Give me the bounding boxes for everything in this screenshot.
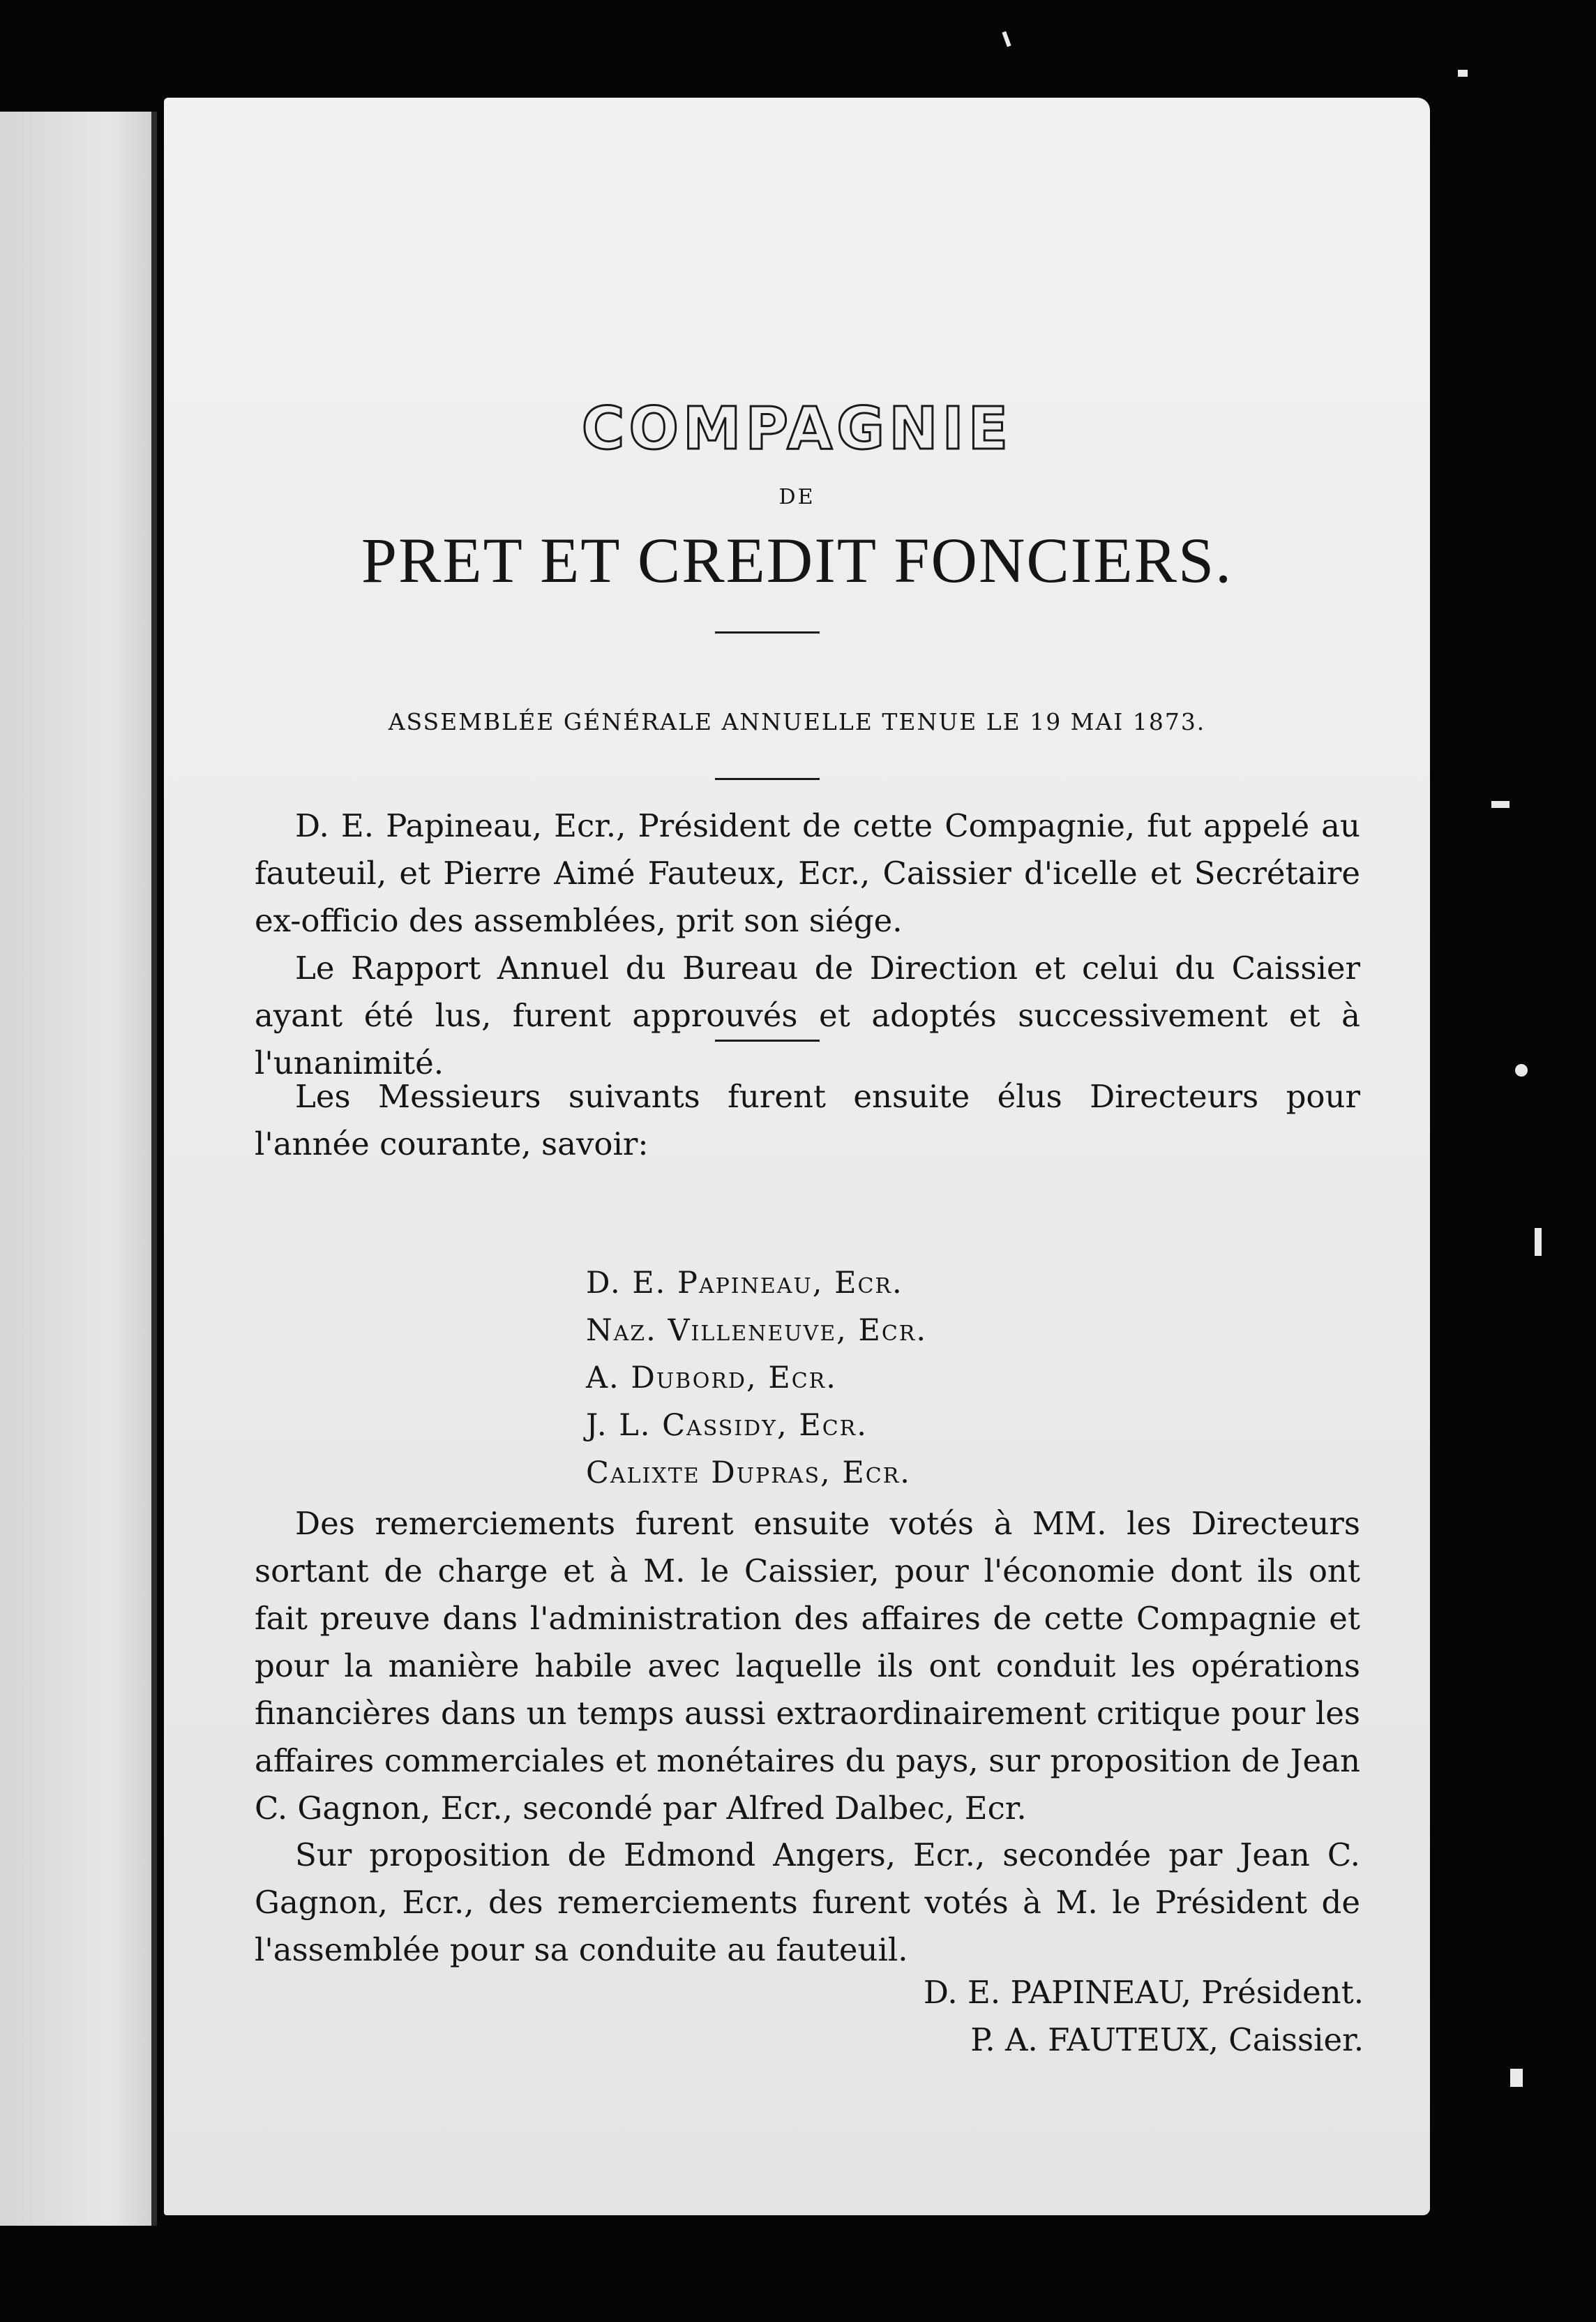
paragraph-election: Les Messieurs suivants furent ensuite élus Directeurs pour l'année courante, savoir: bbox=[255, 1078, 1360, 1162]
film-speck bbox=[1515, 1064, 1528, 1077]
company-name-heading: PRET ET CREDIT FONCIERS. bbox=[361, 525, 1233, 596]
film-speck bbox=[1491, 801, 1510, 808]
film-speck bbox=[1458, 70, 1468, 77]
meeting-heading: ASSEMBLÉE GÉNÉRALE ANNUELLE TENUE LE 19 MAI 1873. bbox=[388, 708, 1206, 735]
film-speck bbox=[1535, 1228, 1542, 1256]
divider bbox=[715, 631, 820, 634]
list-item: A. Dubord, Ecr. bbox=[586, 1361, 837, 1395]
signature-president: D. E. PAPINEAU, Président. bbox=[923, 1974, 1364, 2011]
adjacent-page-edge bbox=[0, 112, 157, 2226]
film-speck bbox=[1002, 31, 1011, 47]
company-heading: COMPAGNIE bbox=[581, 394, 1013, 463]
directors-list bbox=[586, 1259, 927, 1497]
paragraph-thanks-directors: Des remerciements furent ensuite votés à MM. les Directeurs sortant de charge et à M. le Caissier, pour l'économie dont ils ont fait preuve dans l'administration des affaires de cette Compagnie et pour la manière habile avec laquelle ils ont conduit les opérations financières dans un temps aussi extraordinairement critique pour les affaires commerciales et monétaires du pays, sur proposition de Jean C. Gagnon, Ecr., secondé par Alfred Dalbec, Ecr. bbox=[255, 1505, 1360, 1827]
film-speck bbox=[1510, 2069, 1523, 2087]
document-page bbox=[164, 98, 1430, 2215]
list-item: J. L. Cassidy, Ecr. bbox=[586, 1408, 868, 1443]
page-gutter-line bbox=[151, 112, 157, 2226]
divider bbox=[715, 1040, 820, 1042]
list-item: Naz. Villeneuve, Ecr. bbox=[586, 1313, 928, 1348]
list-item: D. E. Papineau, Ecr. bbox=[586, 1266, 903, 1301]
list-item: Calixte Dupras, Ecr. bbox=[586, 1455, 911, 1490]
paragraph-chair: D. E. Papineau, Ecr., Président de cette Compagnie, fut appelé au fauteuil, et Pierre Aimé Fauteux, Ecr., Caissier d'icelle et Secrétaire ex-officio des assemblées, prit son siége. bbox=[255, 807, 1360, 939]
paragraph-thanks-president: Sur proposition de Edmond Angers, Ecr., secondée par Jean C. Gagnon, Ecr., des remerciements furent votés à M. le Président de l'assemblée pour sa conduite au fauteuil. bbox=[255, 1836, 1360, 1968]
heading-connector: DE bbox=[778, 485, 815, 509]
signature-cashier: P. A. FAUTEUX, Caissier. bbox=[970, 2021, 1364, 2058]
paragraph-report: Le Rapport Annuel du Bureau de Direction et celui du Caissier ayant été lus, furent approuvés et adoptés successivement et à l'unanimité. bbox=[255, 950, 1360, 1081]
divider bbox=[715, 778, 820, 780]
